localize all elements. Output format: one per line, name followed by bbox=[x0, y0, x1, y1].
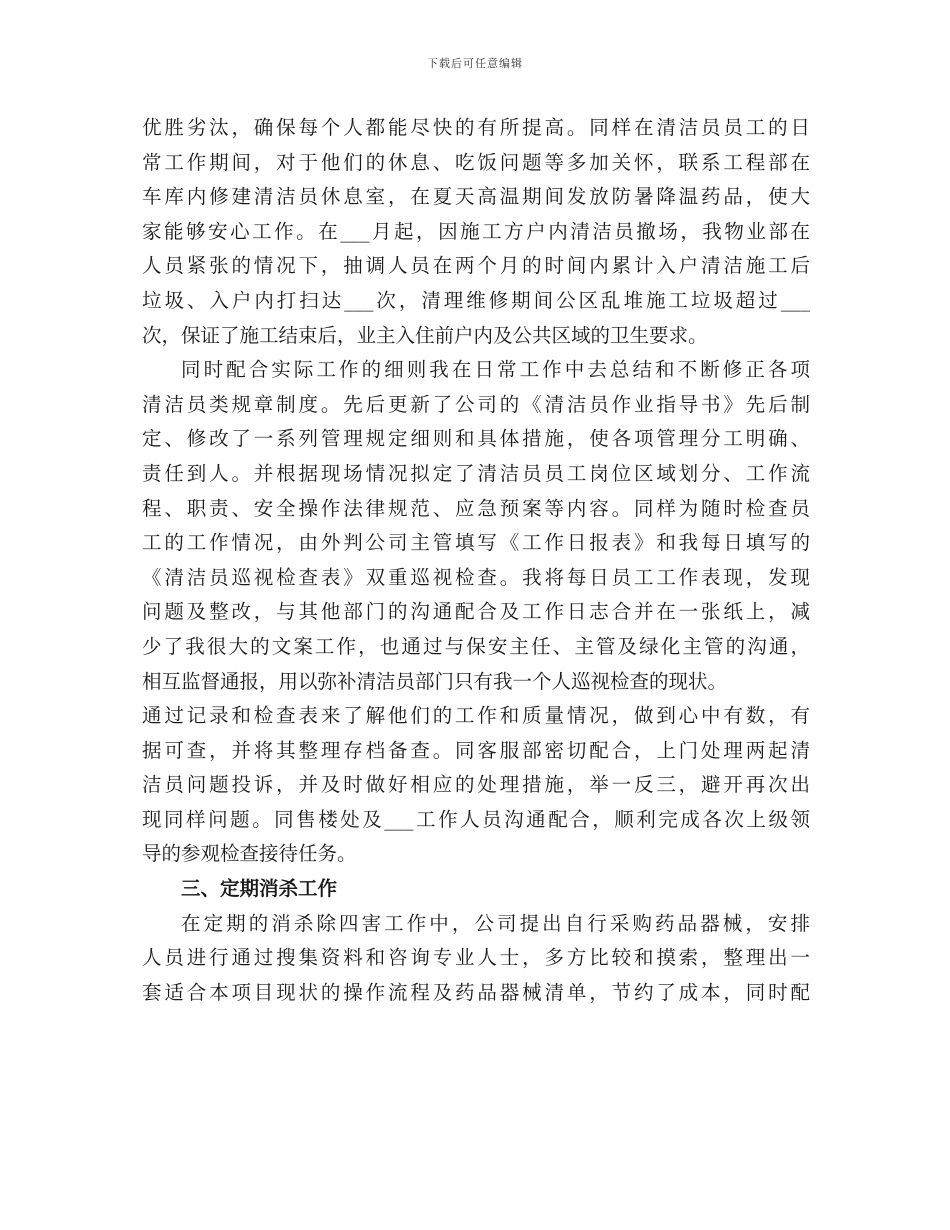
document-body bbox=[142, 111, 810, 1010]
paragraph-line: 同时配合实际工作的细则我在日常工作中去总结和不断修正各项 bbox=[181, 358, 810, 382]
paragraph-line: 人员进行通过搜集资料和咨询专业人士，多方比较和摸索，整理出一 bbox=[142, 946, 810, 970]
paragraph-line: 人员紧张的情况下，抽调人员在两个月的时间内累计入户清洁施工后 bbox=[142, 254, 810, 278]
paragraph-line: 洁员问题投诉，并及时做好相应的处理措施，举一反三，避开再次出 bbox=[142, 773, 810, 797]
paragraph-line: 《清洁员巡视检查表》双重巡视检查。我将每日员工工作表现，发现 bbox=[142, 565, 810, 589]
paragraph-line: 优胜劣汰，确保每个人都能尽快的有所提高。同样在清洁员员工的日 bbox=[142, 116, 810, 139]
paragraph-line: 责任到人。并根据现场情况拟定了清洁员员工岗位区域划分、工作流 bbox=[142, 461, 810, 485]
paragraph-line: 相互监督通报，用以弥补清洁员部门只有我一个人巡视检查的现状。 bbox=[142, 669, 728, 693]
paragraph-line: 程、职责、安全操作法律规范、应急预案等内容。同样为随时检查员 bbox=[142, 496, 810, 520]
paragraph-line: 通过记录和检查表来了解他们的工作和质量情况，做到心中有数，有 bbox=[142, 704, 810, 728]
page-header: 下载后可任意编辑 bbox=[427, 57, 523, 70]
paragraph-line: 家能够安心工作。在___月起，因施工方户内清洁员撤场，我物业部在 bbox=[142, 219, 810, 243]
paragraph-line: 据可查，并将其整理存档备查。同客服部密切配合，上门处理两起清 bbox=[142, 738, 810, 762]
paragraph-line: 车库内修建清洁员休息室，在夏天高温期间发放防暑降温药品，使大 bbox=[142, 185, 810, 209]
paragraph-line: 常工作期间，对于他们的休息、吃饭问题等多加关怀，联系工程部在 bbox=[142, 150, 810, 174]
paragraph-line: 在定期的消杀除四害工作中，公司提出自行采购药品器械，安排 bbox=[181, 911, 810, 935]
paragraph-line: 导的参观检查接待任务。 bbox=[142, 842, 357, 866]
paragraph-line: 垃圾、入户内打扫达___次，清理维修期间公区乱堆施工垃圾超过___ bbox=[142, 288, 810, 312]
paragraph-line: 清洁员类规章制度。先后更新了公司的《清洁员作业指导书》先后制 bbox=[142, 392, 810, 416]
paragraph-line: 定、修改了一系列管理规定细则和具体措施，使各项管理分工明确、 bbox=[142, 427, 810, 451]
paragraph-line: 次，保证了施工结束后，业主入住前户内及公共区域的卫生要求。 bbox=[142, 323, 708, 347]
paragraph-line: 套适合本项目现状的操作流程及药品器械清单，节约了成本，同时配 bbox=[142, 980, 810, 1004]
paragraph-line: 工的工作情况，由外判公司主管填写《工作日报表》和我每日填写的 bbox=[142, 531, 810, 555]
paragraph-line: 现同样问题。同售楼处及___工作人员沟通配合，顺利完成各次上级领 bbox=[142, 807, 810, 831]
section-heading: 三、定期消杀工作 bbox=[181, 877, 338, 901]
paragraph-line: 问题及整改，与其他部门的沟通配合及工作日志合并在一张纸上，减 bbox=[142, 600, 810, 624]
paragraph-line: 少了我很大的文案工作，也通过与保安主任、主管及绿化主管的沟通， bbox=[142, 634, 810, 658]
